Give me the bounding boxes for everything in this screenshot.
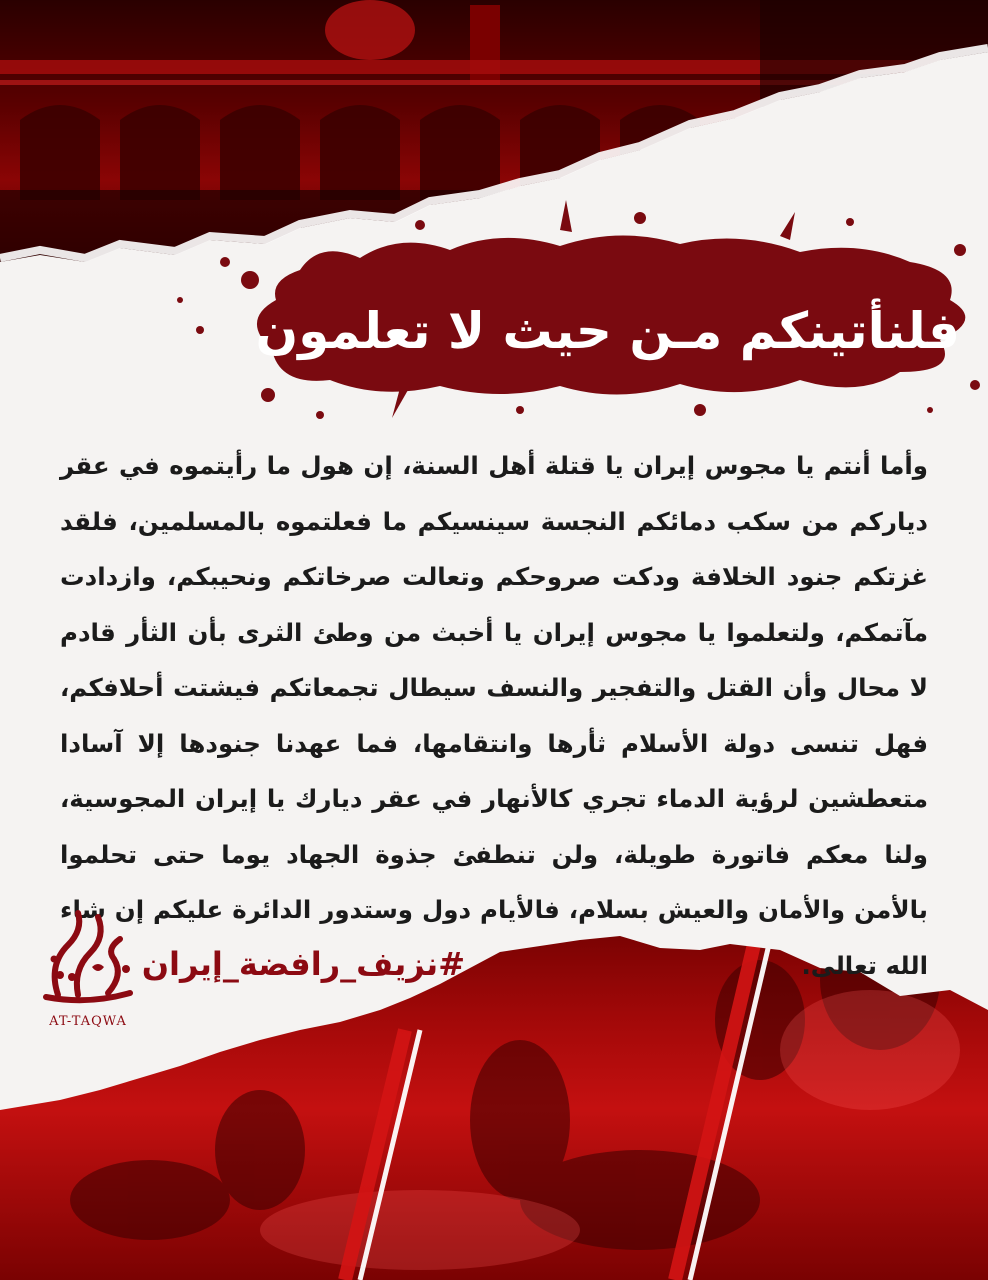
logo-wordmark: AT-TAQWA <box>49 1014 127 1029</box>
at-taqwa-logo-icon <box>28 905 148 1017</box>
headline: فلنأتينكم مـن حيث لا تعلمون <box>255 302 960 360</box>
statement-paragraph: وأما أنتم يا مجوس إيران يا قتلة أهل السنة، إن هول ما رأيتموه في عقر دياركم من سكب دمائكم النجسة سينسيكم ما فعلتموه بالمسلمين، فلقد غزتكم جنود الخلافة ودكت صروحكم وتعالت صرخاتكم ونحيبكم، وازدادت مآتمكم، ولتعلموا يا مجوس إيران يا أخبث من وطئ الثرى بأن الثأر قادم لا محال وأن القتل والتفجير والنسف سيطال تجمعاتكم فيشتت أحلافكم، فهل تنسى دولة الأسلام ثأرها وانتقامها، فما عهدنا جنودها إلا آسادا متعطشين لرؤية الدماء تجري كالأنهار في عقر ديارك يا إيران المجوسية، ولنا معكم فاتورة طويلة، ولن تنطفئ جذوة الجهاد يوما حتى تحلموا بالأمن والأمان والعيش بسلام، فالأيام دول وستدور الدائرة عليكم إن شاء الله تعالى. <box>60 451 928 980</box>
hashtag: #نزيف_رافضة_إيران <box>141 945 465 983</box>
